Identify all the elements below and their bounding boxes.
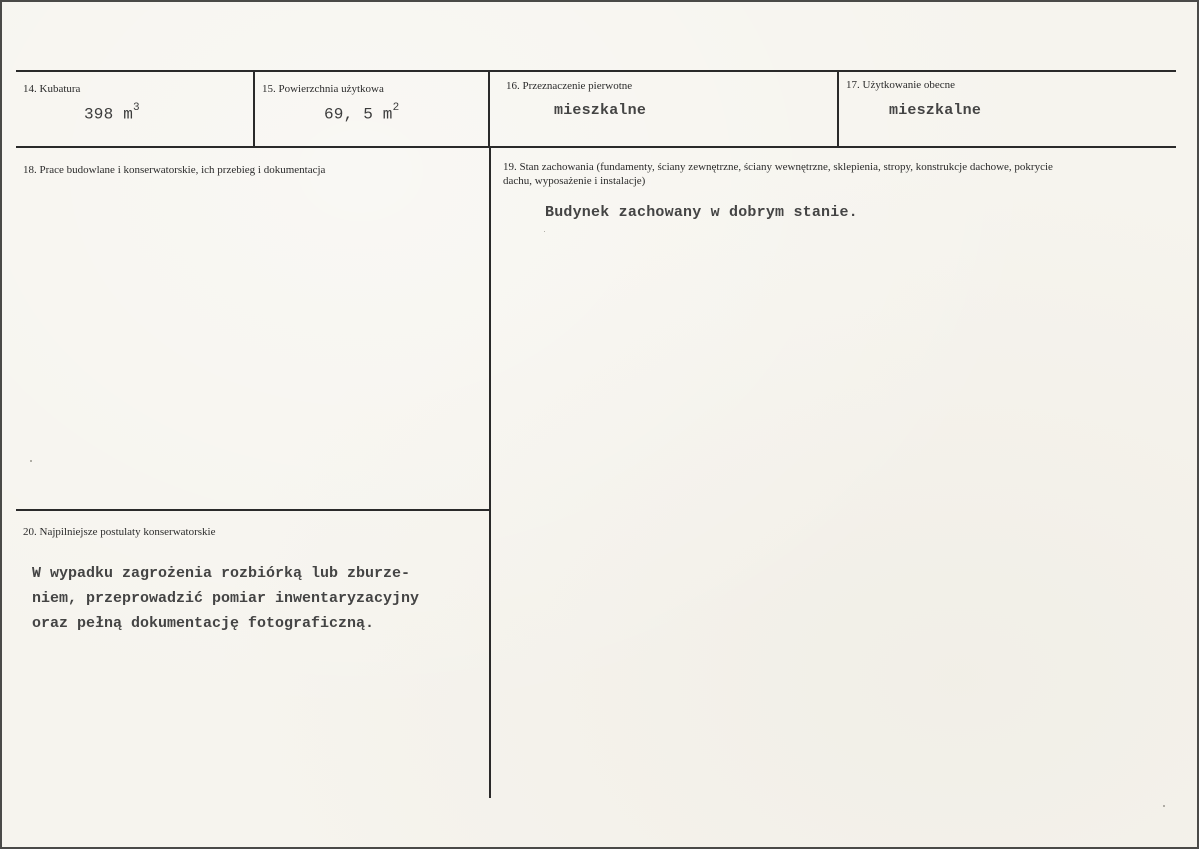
top-rule	[16, 70, 1176, 72]
uzytkowanie-value: mieszkalne	[889, 102, 982, 119]
section-divider	[16, 509, 490, 511]
postulaty-line-1: W wypadku zagrożenia rozbiórką lub zburze-	[32, 565, 411, 582]
col-divider-14-15	[253, 72, 255, 146]
kubatura-value	[84, 104, 140, 123]
col-divider-16-17	[837, 72, 839, 146]
powierzchnia-value	[324, 104, 399, 123]
postulaty-text	[32, 561, 419, 636]
paper-speck	[1163, 805, 1165, 807]
row-divider	[16, 146, 1176, 148]
uzytkowanie-label: 17. Użytkowanie obecne	[846, 79, 956, 91]
paper-speck	[30, 460, 32, 462]
postulaty-label: 20. Najpilniejsze postulaty konserwatorskie	[23, 526, 216, 538]
stan-zachowania-value: Budynek zachowany w dobrym stanie.	[545, 204, 858, 221]
kubatura-value-text: 398 m	[84, 105, 134, 124]
przeznaczenie-value: mieszkalne	[554, 102, 647, 119]
col-divider-15-16	[488, 72, 490, 146]
stan-zachowania-label: 19. Stan zachowania (fundamenty, ściany zewnętrzne, ściany wewnętrzne, sklepienia, stropy, konstrukcje dachowe, pokrycie dachu, wyposażenie i instalacje)	[503, 161, 1053, 187]
record-card	[2, 2, 1197, 847]
przeznaczenie-label: 16. Przeznaczenie pierwotne	[506, 80, 633, 92]
postulaty-line-3: oraz pełną dokumentację fotograficzną.	[32, 615, 375, 632]
paper-speck	[544, 231, 545, 232]
kubatura-exponent: 3	[133, 102, 140, 114]
powierzchnia-value-text: 69, 5 m	[324, 105, 393, 124]
postulaty-line-2: niem, przeprowadzić pomiar inwentaryzacyjny	[32, 590, 420, 607]
prace-label: 18. Prace budowlane i konserwatorskie, ich przebieg i dokumentacja	[23, 164, 326, 176]
main-col-divider	[489, 148, 491, 798]
powierzchnia-label: 15. Powierzchnia użytkowa	[262, 83, 384, 95]
kubatura-label: 14. Kubatura	[23, 83, 81, 95]
powierzchnia-exponent: 2	[392, 102, 400, 114]
